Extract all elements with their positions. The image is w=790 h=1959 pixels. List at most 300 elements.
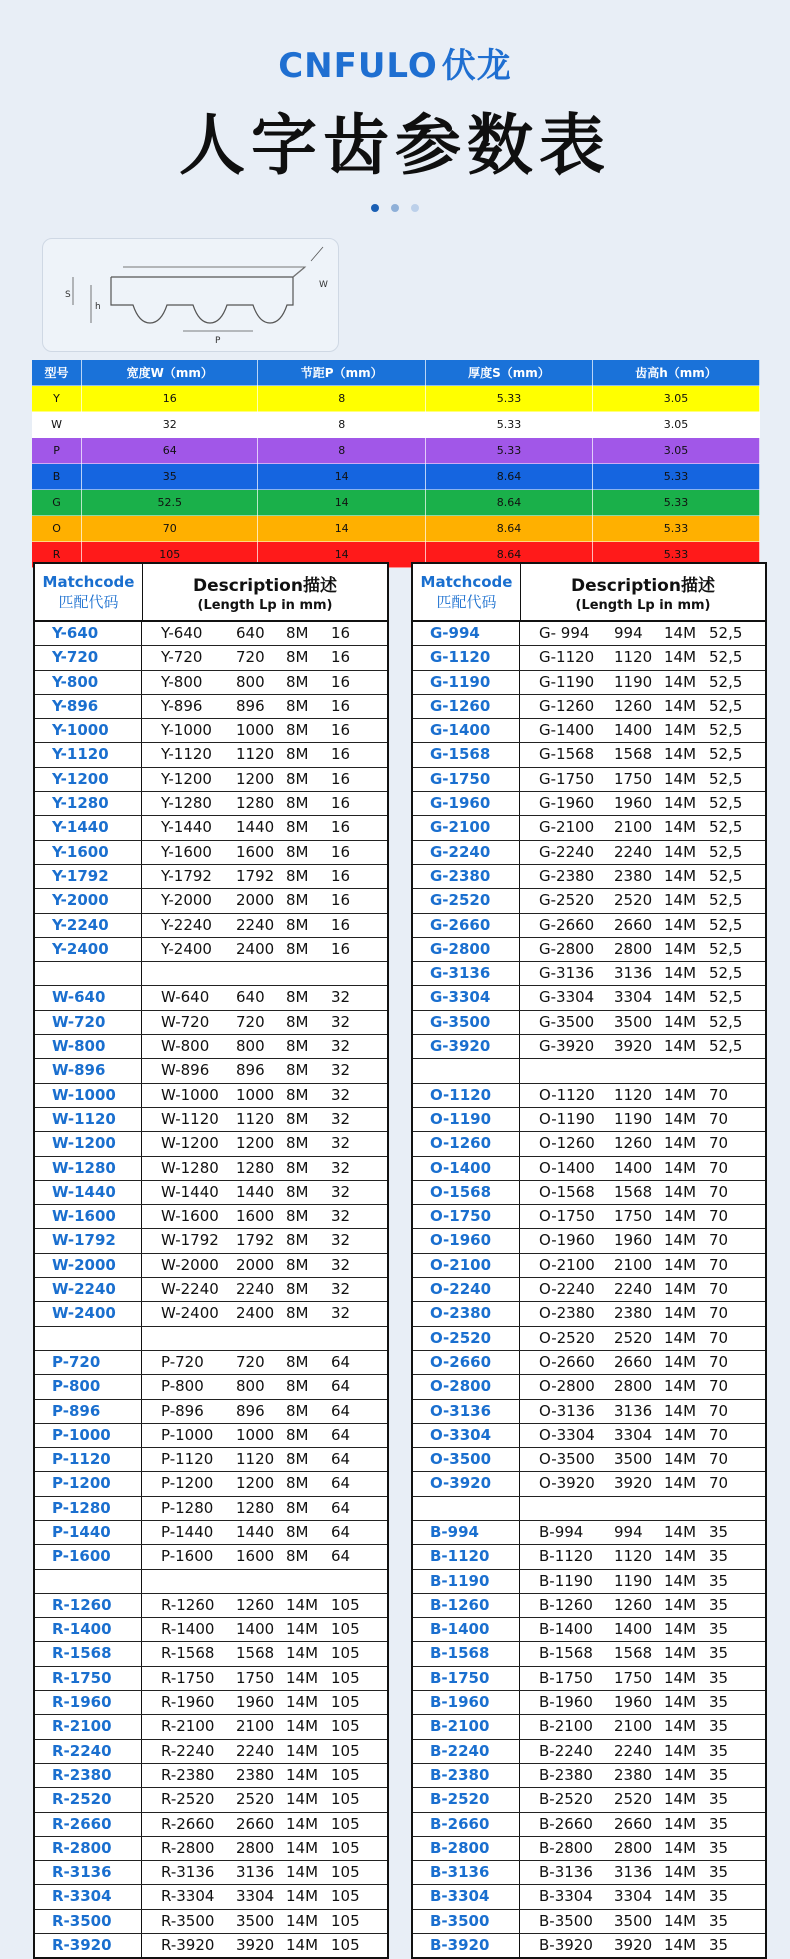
description-part: 14M xyxy=(664,1644,697,1663)
matchcode-cell[interactable]: Y-640 xyxy=(35,622,142,645)
description-cell xyxy=(142,1618,387,1641)
description-part xyxy=(161,1570,236,1593)
description-part xyxy=(664,1059,709,1082)
matchcode-cell[interactable]: Y-800 xyxy=(35,671,142,694)
matchcode-row xyxy=(35,671,387,695)
matchcode-cell[interactable]: R-2520 xyxy=(35,1788,142,1811)
spec-cell: 14 xyxy=(258,490,425,516)
description-part: 14M xyxy=(664,1134,697,1153)
description-cell xyxy=(520,1157,765,1180)
description-part: 1400 xyxy=(614,721,653,740)
matchcode-cell[interactable]: B-1568 xyxy=(413,1642,520,1665)
matchcode-row xyxy=(413,1570,765,1594)
description-part: 994 xyxy=(614,1522,643,1541)
description-cell xyxy=(520,1351,765,1374)
description-part: 14M xyxy=(664,1207,697,1226)
matchcode-cell[interactable]: B-1960 xyxy=(413,1691,520,1714)
matchcode-cell[interactable]: R-2240 xyxy=(35,1740,142,1763)
matchcode-row xyxy=(35,1059,387,1083)
matchcode-cell[interactable]: Y-1440 xyxy=(35,816,142,839)
description-part: 1750 xyxy=(614,769,653,788)
matchcode-cell[interactable]: W-896 xyxy=(35,1059,142,1082)
matchcode-cell[interactable]: O-2800 xyxy=(413,1375,520,1398)
description-part: 52,5 xyxy=(709,672,743,691)
matchcode-cell[interactable]: W-2400 xyxy=(35,1302,142,1325)
matchcode-cell[interactable]: P-1440 xyxy=(35,1521,142,1544)
description-part: 8M xyxy=(286,1012,309,1031)
description-part: W-640 xyxy=(161,988,210,1007)
description-cell xyxy=(142,1715,387,1738)
matchcode-cell[interactable]: O-1400 xyxy=(413,1157,520,1180)
matchcode-cell[interactable]: G-2520 xyxy=(413,889,520,912)
matchcode-cell[interactable]: G-1750 xyxy=(413,768,520,791)
matchcode-row xyxy=(413,1205,765,1229)
matchcode-cell[interactable]: P-720 xyxy=(35,1351,142,1374)
spec-table-row xyxy=(32,490,760,516)
description-part: B-3500 xyxy=(539,1911,593,1930)
description-part: G- 994 xyxy=(539,624,590,642)
description-cell xyxy=(142,1642,387,1665)
matchcode-cell[interactable]: P-1280 xyxy=(35,1497,142,1520)
description-part: G-1260 xyxy=(539,696,595,715)
description-part: 1280 xyxy=(236,1158,275,1177)
matchcode-cell[interactable] xyxy=(413,1059,520,1082)
description-part: 35 xyxy=(709,1522,729,1541)
matchcode-cell[interactable]: G-1120 xyxy=(413,646,520,669)
matchcode-cell[interactable]: G-1190 xyxy=(413,671,520,694)
description-cell xyxy=(520,1059,765,1082)
description-part: 32 xyxy=(331,1255,351,1274)
matchcode-cell[interactable]: B-3500 xyxy=(413,1910,520,1933)
matchcode-cell[interactable]: G-2240 xyxy=(413,841,520,864)
matchcode-row xyxy=(413,792,765,816)
description-part: G-2800 xyxy=(539,939,595,958)
description-part: 35 xyxy=(709,1887,729,1906)
description-part: R-2800 xyxy=(161,1838,215,1857)
matchcode-cell[interactable]: R-3500 xyxy=(35,1910,142,1933)
description-part: 8M xyxy=(286,1522,309,1541)
belt-profile-drawing xyxy=(43,239,338,351)
matchcode-cell[interactable]: Y-720 xyxy=(35,646,142,669)
matchcode-cell[interactable]: B-2520 xyxy=(413,1788,520,1811)
description-cell xyxy=(520,1205,765,1228)
spec-table-body xyxy=(32,386,760,568)
matchcode-cell[interactable]: G-2380 xyxy=(413,865,520,888)
description-part: B-2100 xyxy=(539,1717,593,1736)
matchcode-cell[interactable]: W-640 xyxy=(35,986,142,1009)
matchcode-cell[interactable]: B-2800 xyxy=(413,1837,520,1860)
matchcode-cell[interactable]: B-994 xyxy=(413,1521,520,1544)
matchcode-cell[interactable]: R-1260 xyxy=(35,1594,142,1617)
matchcode-cell[interactable]: R-3136 xyxy=(35,1861,142,1884)
matchcode-cell[interactable]: O-2380 xyxy=(413,1302,520,1325)
matchcode-row xyxy=(35,1181,387,1205)
description-part: 3136 xyxy=(614,1863,653,1882)
description-part: 1568 xyxy=(614,1182,653,1201)
matchcode-cell[interactable]: Y-896 xyxy=(35,695,142,718)
description-part: 2100 xyxy=(614,818,653,837)
matchcode-cell[interactable]: R-2380 xyxy=(35,1764,142,1787)
matchcode-row xyxy=(413,1035,765,1059)
description-part: 52,5 xyxy=(709,964,743,983)
matchcode-cell[interactable]: G-2660 xyxy=(413,914,520,937)
matchcode-panel-left xyxy=(33,562,389,1959)
spec-table-row xyxy=(32,412,760,438)
spec-cell: R xyxy=(32,542,82,568)
spec-table xyxy=(32,360,760,568)
description-cell xyxy=(520,768,765,791)
matchcode-cell[interactable]: O-1190 xyxy=(413,1108,520,1131)
description-cell xyxy=(142,1472,387,1495)
description-part: B-2240 xyxy=(539,1741,593,1760)
description-part: O-1750 xyxy=(539,1207,595,1226)
matchcode-cell[interactable]: W-1440 xyxy=(35,1181,142,1204)
description-part: P-1440 xyxy=(161,1522,214,1541)
description-part: R-2100 xyxy=(161,1717,215,1736)
matchcode-cell[interactable]: P-1120 xyxy=(35,1448,142,1471)
description-part: 105 xyxy=(331,1911,360,1930)
description-cell xyxy=(142,1885,387,1908)
matchcode-cell[interactable]: P-1200 xyxy=(35,1472,142,1495)
spec-cell: 5.33 xyxy=(593,542,760,568)
description-part: 720 xyxy=(236,1012,265,1031)
matchcode-cell[interactable]: O-2660 xyxy=(413,1351,520,1374)
matchcode-cell[interactable]: B-2240 xyxy=(413,1740,520,1763)
description-part: 1792 xyxy=(236,1231,275,1250)
description-cell xyxy=(142,695,387,718)
description-part: 2660 xyxy=(614,1352,653,1371)
matchcode-row xyxy=(35,865,387,889)
matchcode-cell[interactable]: B-2100 xyxy=(413,1715,520,1738)
description-cell xyxy=(142,1035,387,1058)
matchcode-cell[interactable]: R-1568 xyxy=(35,1642,142,1665)
matchcode-cell[interactable]: R-1400 xyxy=(35,1618,142,1641)
description-part: B-3304 xyxy=(539,1887,593,1906)
matchcode-cell[interactable]: G-1960 xyxy=(413,792,520,815)
matchcode-cell[interactable]: P-1000 xyxy=(35,1424,142,1447)
description-part: R-1400 xyxy=(161,1620,215,1639)
matchcode-cell[interactable]: O-2240 xyxy=(413,1278,520,1301)
matchcode-cell[interactable]: Y-1200 xyxy=(35,768,142,791)
description-part: 70 xyxy=(709,1109,729,1128)
description-part xyxy=(539,1059,614,1082)
description-part: 8M xyxy=(286,1231,309,1250)
matchcode-cell[interactable] xyxy=(35,1570,142,1593)
brand-logo-text: CNFULO xyxy=(278,46,438,86)
description-part: W-800 xyxy=(161,1037,210,1056)
matchcode-cell[interactable]: G-3500 xyxy=(413,1011,520,1034)
matchcode-cell[interactable] xyxy=(413,1497,520,1520)
matchcode-cell[interactable]: W-1000 xyxy=(35,1084,142,1107)
description-part: 105 xyxy=(331,1936,360,1955)
description-part: Y-1000 xyxy=(161,721,212,740)
matchcode-cell[interactable]: W-1280 xyxy=(35,1157,142,1180)
description-cell xyxy=(520,1229,765,1252)
description-part: 52,5 xyxy=(709,1012,743,1031)
description-part: 35 xyxy=(709,1595,729,1614)
description-part: G-1120 xyxy=(539,648,595,667)
description-part: 35 xyxy=(709,1644,729,1663)
matchcode-cell[interactable]: W-1792 xyxy=(35,1229,142,1252)
description-part: 3500 xyxy=(236,1911,275,1930)
matchcode-cell[interactable]: G-3920 xyxy=(413,1035,520,1058)
description-part: 32 xyxy=(331,1207,351,1226)
description-title: Description描述 xyxy=(193,576,337,596)
description-part: 64 xyxy=(331,1522,351,1541)
matchcode-cell[interactable]: B-1190 xyxy=(413,1570,520,1593)
matchcode-row xyxy=(413,962,765,986)
description-part: 1960 xyxy=(614,1693,653,1712)
matchcode-cell[interactable]: B-3136 xyxy=(413,1861,520,1884)
matchcode-cell[interactable]: G-1568 xyxy=(413,743,520,766)
matchcode-row xyxy=(35,1885,387,1909)
diagram-label-s: S xyxy=(65,290,71,300)
description-part: G-3920 xyxy=(539,1037,595,1056)
matchcode-cell[interactable]: Y-1000 xyxy=(35,719,142,742)
matchcode-cell[interactable]: B-3920 xyxy=(413,1934,520,1957)
description-part: 8M xyxy=(286,696,309,715)
matchcode-cell[interactable]: O-3136 xyxy=(413,1400,520,1423)
matchcode-row xyxy=(35,1400,387,1424)
matchcode-row xyxy=(413,1157,765,1181)
matchcode-cell[interactable]: W-1600 xyxy=(35,1205,142,1228)
description-part: 64 xyxy=(331,1352,351,1371)
description-part: 14M xyxy=(664,745,697,764)
description-cell xyxy=(520,1594,765,1617)
matchcode-cell[interactable]: R-3920 xyxy=(35,1934,142,1957)
matchcode-cell[interactable]: O-1750 xyxy=(413,1205,520,1228)
description-part: 52,5 xyxy=(709,915,743,934)
matchcode-cell[interactable]: B-3304 xyxy=(413,1885,520,1908)
matchcode-cell[interactable]: O-3500 xyxy=(413,1448,520,1471)
matchcode-cell[interactable]: R-3304 xyxy=(35,1885,142,1908)
matchcode-cell[interactable] xyxy=(35,1327,142,1350)
description-part: 2240 xyxy=(614,842,653,861)
description-part: P-1000 xyxy=(161,1425,214,1444)
description-part: 1260 xyxy=(614,696,653,715)
description-cell xyxy=(520,1837,765,1860)
description-part: 800 xyxy=(236,672,265,691)
spec-cell: 3.05 xyxy=(593,386,760,412)
matchcode-cell[interactable]: Y-1792 xyxy=(35,865,142,888)
description-part: 14M xyxy=(286,1620,319,1639)
description-part: 2100 xyxy=(236,1717,275,1736)
description-part: 14M xyxy=(286,1814,319,1833)
carousel-dot-active[interactable] xyxy=(371,204,379,212)
matchcode-row xyxy=(35,1715,387,1739)
spec-header-cell: 节距P（mm） xyxy=(258,360,425,386)
description-part: 70 xyxy=(709,1328,729,1347)
description-part: 70 xyxy=(709,1207,729,1226)
matchcode-cell[interactable]: B-2380 xyxy=(413,1764,520,1787)
matchcode-cell[interactable]: W-2000 xyxy=(35,1254,142,1277)
description-part: R-1568 xyxy=(161,1644,215,1663)
matchcode-cell[interactable]: G-1400 xyxy=(413,719,520,742)
description-cell xyxy=(142,1132,387,1155)
description-cell xyxy=(142,719,387,742)
matchcode-row xyxy=(35,1667,387,1691)
description-part: 14M xyxy=(664,842,697,861)
matchcode-cell[interactable]: R-2660 xyxy=(35,1813,142,1836)
matchcode-cell[interactable]: R-1960 xyxy=(35,1691,142,1714)
matchcode-cell[interactable]: G-2800 xyxy=(413,938,520,961)
carousel-dot[interactable] xyxy=(391,204,399,212)
matchcode-cell[interactable]: W-800 xyxy=(35,1035,142,1058)
description-part: W-1600 xyxy=(161,1207,219,1226)
description-part: B-3920 xyxy=(539,1936,593,1955)
matchcode-cell[interactable]: P-896 xyxy=(35,1400,142,1423)
description-part: Y-1120 xyxy=(161,745,212,764)
description-cell xyxy=(142,1594,387,1617)
description-part: O-3920 xyxy=(539,1474,595,1493)
description-part: 16 xyxy=(331,769,351,788)
carousel-dots xyxy=(0,197,790,216)
matchcode-cell[interactable]: W-1200 xyxy=(35,1132,142,1155)
description-part: 14M xyxy=(664,866,697,885)
matchcode-cell[interactable]: P-800 xyxy=(35,1375,142,1398)
description-part: Y-1600 xyxy=(161,842,212,861)
matchcode-cell[interactable]: Y-2400 xyxy=(35,938,142,961)
description-part: 2100 xyxy=(614,1255,653,1274)
matchcode-row xyxy=(413,1011,765,1035)
matchcode-row xyxy=(35,1278,387,1302)
description-part: 70 xyxy=(709,1425,729,1444)
description-subtitle: (Length Lp in mm) xyxy=(197,598,333,613)
matchcode-cell[interactable]: O-1260 xyxy=(413,1132,520,1155)
matchcode-cell[interactable]: B-1120 xyxy=(413,1545,520,1568)
matchcode-cell[interactable]: B-1260 xyxy=(413,1594,520,1617)
description-part: 32 xyxy=(331,1134,351,1153)
description-part: 1000 xyxy=(236,721,275,740)
description-cell xyxy=(520,1934,765,1957)
spec-cell: 52.5 xyxy=(82,490,258,516)
matchcode-row xyxy=(413,1448,765,1472)
description-part: 14M xyxy=(286,1765,319,1784)
matchcode-row xyxy=(413,1715,765,1739)
spec-cell: B xyxy=(32,464,82,490)
matchcode-cell[interactable]: G-3304 xyxy=(413,986,520,1009)
matchcode-row xyxy=(35,1351,387,1375)
matchcode-cell[interactable]: Y-1600 xyxy=(35,841,142,864)
matchcode-row xyxy=(413,1910,765,1934)
description-cell xyxy=(520,1084,765,1107)
description-cell xyxy=(142,1521,387,1544)
description-part: 14M xyxy=(286,1717,319,1736)
matchcode-cell[interactable]: W-720 xyxy=(35,1011,142,1034)
description-part: 1280 xyxy=(236,1498,275,1517)
matchcode-cell[interactable]: R-1750 xyxy=(35,1667,142,1690)
description-part: P-1280 xyxy=(161,1498,214,1517)
description-part: 14M xyxy=(664,891,697,910)
description-part: 16 xyxy=(331,794,351,813)
matchcode-title-en: Matchcode xyxy=(420,573,513,591)
matchcode-cell[interactable]: O-2520 xyxy=(413,1327,520,1350)
description-part: O-2520 xyxy=(539,1328,595,1347)
matchcode-cell[interactable]: G-2100 xyxy=(413,816,520,839)
description-part: B-1190 xyxy=(539,1571,593,1590)
description-part: 14M xyxy=(664,1838,697,1857)
matchcode-cell[interactable]: W-2240 xyxy=(35,1278,142,1301)
matchcode-cell[interactable]: Y-1280 xyxy=(35,792,142,815)
description-part: 14M xyxy=(664,1790,697,1809)
description-part: 1280 xyxy=(236,794,275,813)
carousel-dot[interactable] xyxy=(411,204,419,212)
description-part: 32 xyxy=(331,1304,351,1323)
description-part: 14M xyxy=(664,1328,697,1347)
matchcode-cell[interactable]: O-2100 xyxy=(413,1254,520,1277)
description-cell xyxy=(520,1813,765,1836)
description-part: 1440 xyxy=(236,818,275,837)
matchcode-cell[interactable]: Y-2000 xyxy=(35,889,142,912)
description-part: 70 xyxy=(709,1085,729,1104)
matchcode-cell[interactable]: Y-1120 xyxy=(35,743,142,766)
description-part: 1568 xyxy=(236,1644,275,1663)
description-part: 105 xyxy=(331,1668,360,1687)
matchcode-row xyxy=(35,1205,387,1229)
matchcode-cell[interactable]: Y-2240 xyxy=(35,914,142,937)
description-part: 52,5 xyxy=(709,891,743,910)
matchcode-cell[interactable] xyxy=(35,962,142,985)
matchcode-cell[interactable]: G-1260 xyxy=(413,695,520,718)
description-part: 1960 xyxy=(614,1231,653,1250)
matchcode-row xyxy=(413,1837,765,1861)
matchcode-cell[interactable]: B-1750 xyxy=(413,1667,520,1690)
description-part: B-994 xyxy=(539,1522,584,1541)
description-part: 2380 xyxy=(614,1765,653,1784)
spec-cell: 5.33 xyxy=(593,464,760,490)
description-part: 2400 xyxy=(236,1304,275,1323)
description-part: 8M xyxy=(286,1085,309,1104)
description-part: G-2660 xyxy=(539,915,595,934)
matchcode-cell[interactable]: G-994 xyxy=(413,622,520,645)
matchcode-cell[interactable]: W-1120 xyxy=(35,1108,142,1131)
matchcode-row xyxy=(413,671,765,695)
description-part: 1000 xyxy=(236,1425,275,1444)
description-part: 32 xyxy=(331,1085,351,1104)
matchcode-cell[interactable]: O-3304 xyxy=(413,1424,520,1447)
matchcode-row xyxy=(413,1545,765,1569)
description-part: 52,5 xyxy=(709,769,743,788)
description-part: 14M xyxy=(664,696,697,715)
description-part: 105 xyxy=(331,1741,360,1760)
matchcode-cell[interactable]: O-3920 xyxy=(413,1472,520,1495)
matchcode-cell[interactable]: O-1960 xyxy=(413,1229,520,1252)
description-part: 8M xyxy=(286,624,309,642)
description-part: 2380 xyxy=(614,866,653,885)
matchcode-cell[interactable]: P-1600 xyxy=(35,1545,142,1568)
diagram-label-p: P xyxy=(215,336,221,346)
matchcode-cell[interactable]: O-1120 xyxy=(413,1084,520,1107)
matchcode-cell[interactable]: G-3136 xyxy=(413,962,520,985)
matchcode-cell[interactable]: B-1400 xyxy=(413,1618,520,1641)
matchcode-row xyxy=(35,1157,387,1181)
description-cell xyxy=(142,1084,387,1107)
description-part: 105 xyxy=(331,1644,360,1663)
matchcode-row xyxy=(35,986,387,1010)
matchcode-cell[interactable]: B-2660 xyxy=(413,1813,520,1836)
description-part: 16 xyxy=(331,915,351,934)
spec-header-cell: 宽度W（mm） xyxy=(82,360,258,386)
description-part: 52,5 xyxy=(709,745,743,764)
matchcode-title-cn: 匹配代码 xyxy=(436,593,497,611)
description-part: 1750 xyxy=(236,1668,275,1687)
description-cell xyxy=(142,1667,387,1690)
matchcode-cell[interactable]: R-2100 xyxy=(35,1715,142,1738)
matchcode-row xyxy=(413,1327,765,1351)
matchcode-cell[interactable]: O-1568 xyxy=(413,1181,520,1204)
matchcode-cell[interactable]: R-2800 xyxy=(35,1837,142,1860)
description-part: B-2660 xyxy=(539,1814,593,1833)
